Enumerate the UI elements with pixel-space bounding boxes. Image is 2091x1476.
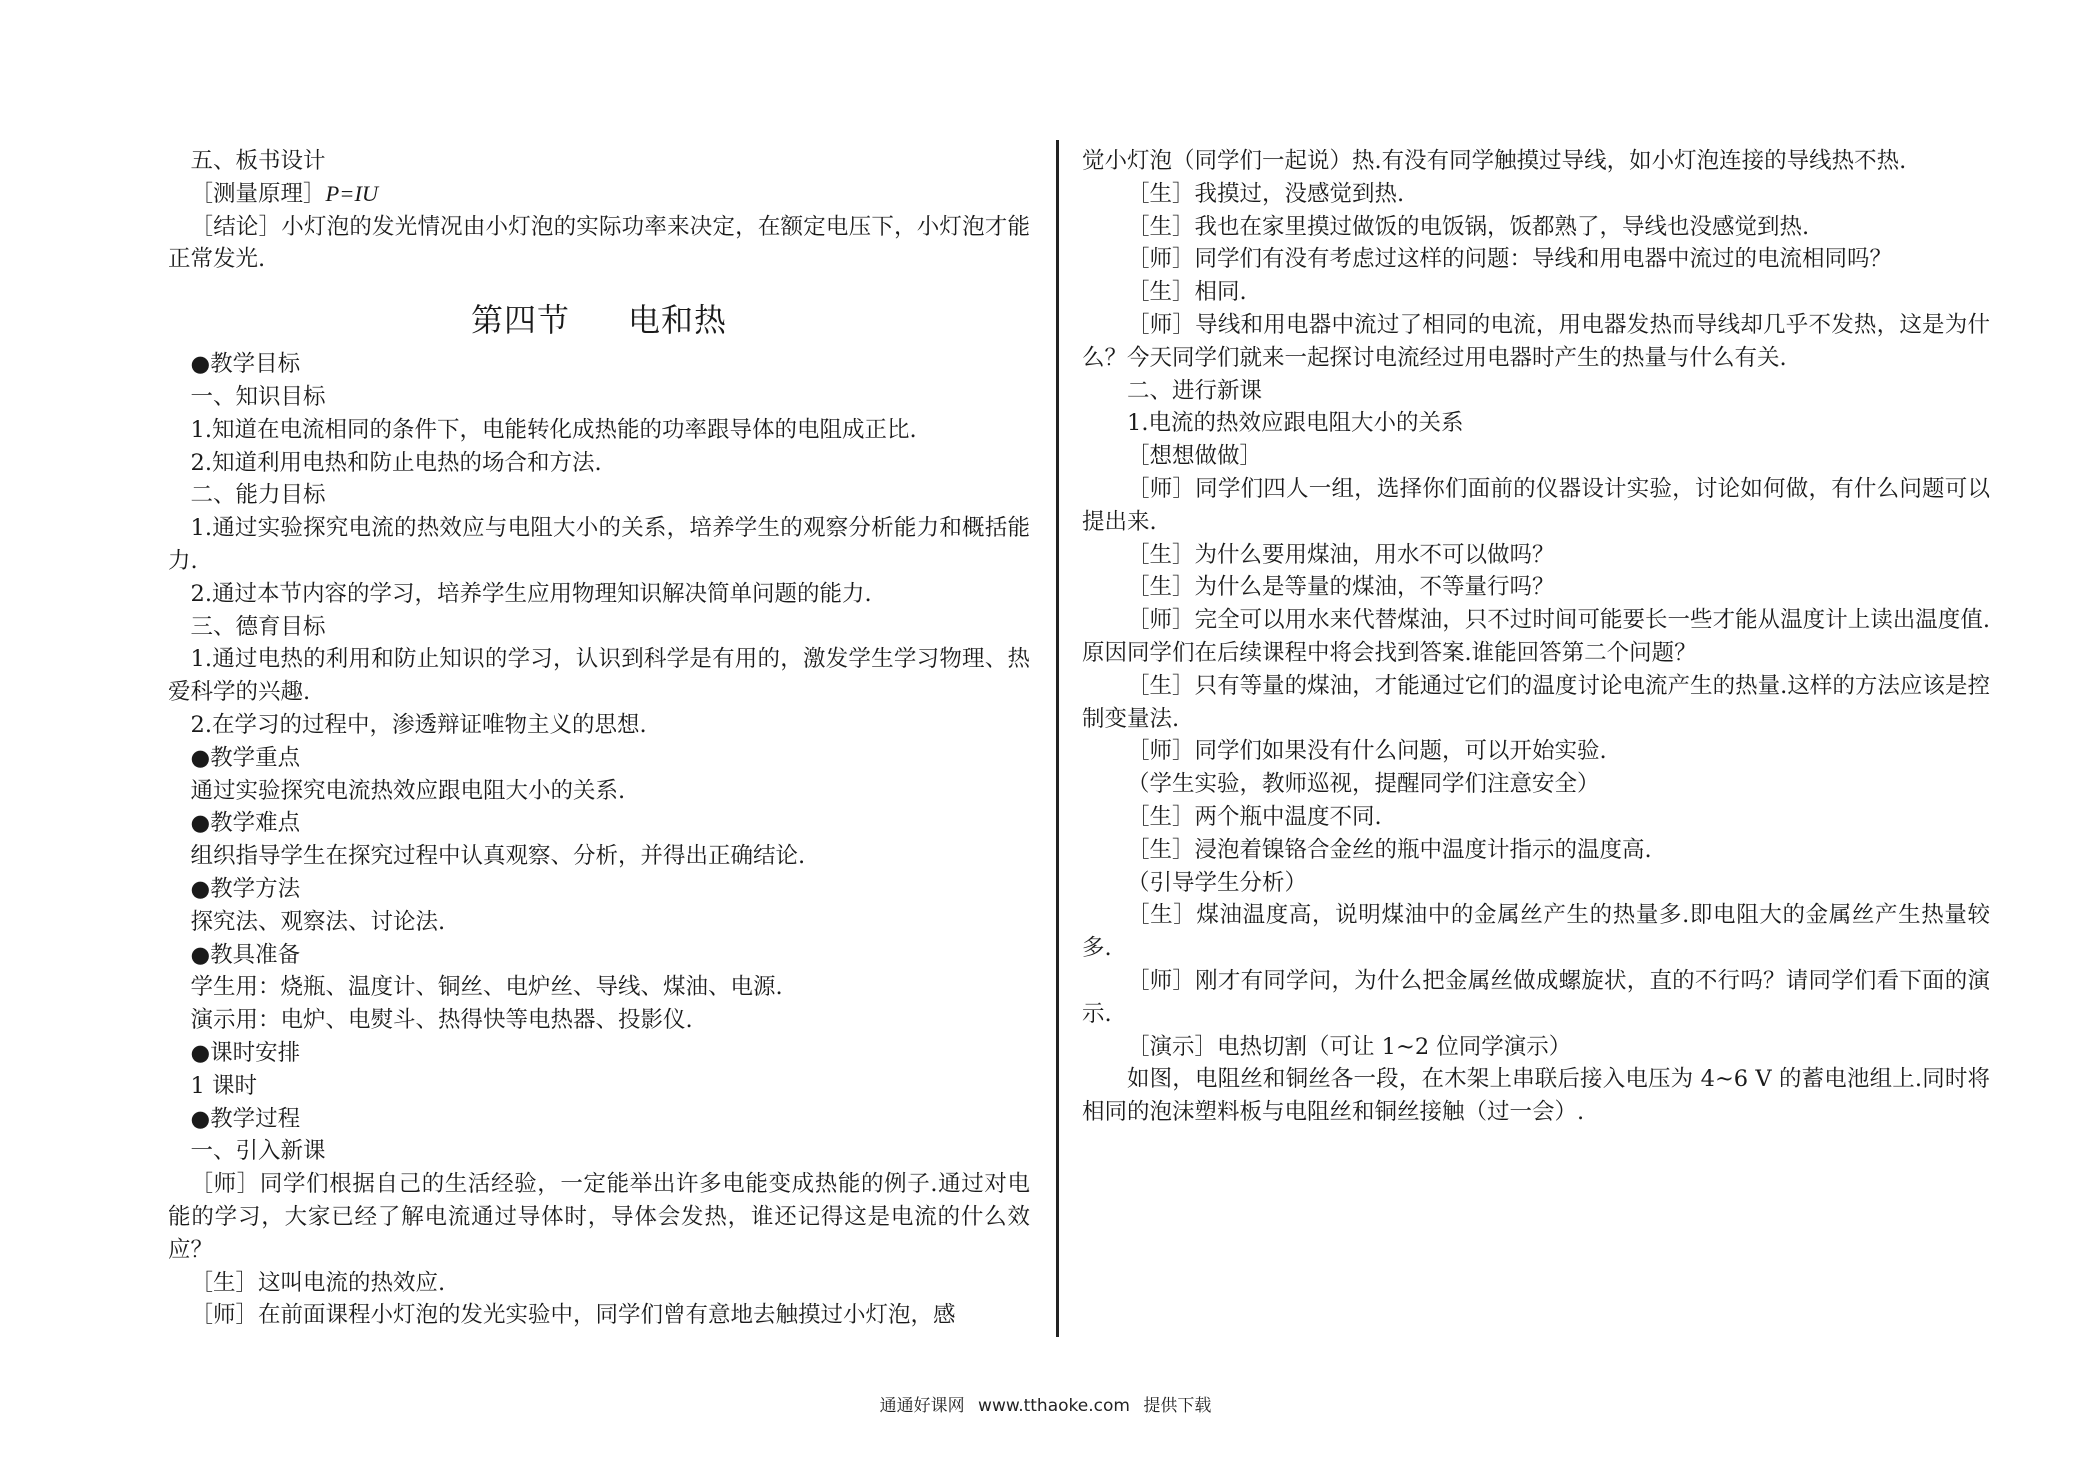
- section-title: [168, 298, 1030, 342]
- left-paragraph: 一、引入新课: [190, 1138, 326, 1165]
- left-paragraph: ●教学难点: [190, 810, 301, 837]
- left-paragraph: ［师］在前面课程小灯泡的发光实验中，同学们曾有意地去触摸过小灯泡，感: [190, 1302, 956, 1329]
- right-paragraph: ［生］我摸过，没感觉到热.: [1127, 180, 1405, 207]
- left-paragraph: 1 课时: [190, 1072, 257, 1099]
- right-paragraph: ［生］为什么要用煤油，用水不可以做吗？: [1127, 541, 1555, 568]
- right-paragraph: （引导学生分析）: [1127, 869, 1308, 896]
- left-paragraph: ●教学目标: [190, 351, 301, 378]
- left-paragraph: ●教具准备: [190, 941, 301, 968]
- left-paragraph: 三、德育目标: [190, 613, 326, 640]
- left-column: [168, 145, 1030, 1332]
- right-paragraph: ［生］两个瓶中温度不同.: [1127, 803, 1382, 830]
- left-paragraph: 1.通过电热的利用和防止知识的学习，认识到科学是有用的，激发学生学习物理、热爱科学的兴趣.: [168, 646, 1030, 706]
- right-paragraph: ［生］只有等量的煤油，才能通过它们的温度讨论电流产生的热量.这样的方法应该是控制变量法.: [1082, 672, 1990, 732]
- right-paragraph: 二、进行新课: [1127, 377, 1263, 404]
- left-paragraph: 学生用：烧瓶、温度计、铜丝、电炉丝、导线、煤油、电源.: [190, 974, 783, 1001]
- left-paragraph: 1.通过实验探究电流的热效应与电阻大小的关系，培养学生的观察分析能力和概括能力.: [168, 515, 1030, 574]
- right-paragraph: 如图，电阻丝和铜丝各一段，在木架上串联后接入电压为 4~6 V 的蓄电池组上.同时将相同的泡沫塑料板与电阻丝和铜丝接触（过一会）.: [1082, 1066, 1990, 1126]
- left-paragraph: ［生］这叫电流的热效应.: [190, 1269, 446, 1296]
- principle-formula: P=IU: [325, 180, 379, 206]
- right-column: [1082, 145, 1990, 1129]
- left-paragraph: 一、知识目标: [190, 383, 326, 410]
- principle-label: ［测量原理］: [190, 180, 326, 207]
- right-paragraph: ［生］浸泡着镍铬合金丝的瓶中温度计指示的温度高.: [1127, 836, 1652, 863]
- left-paragraph: ●课时安排: [190, 1039, 301, 1066]
- page-footer: [0, 1391, 2091, 1416]
- left-paragraph: 通过实验探究电流热效应跟电阻大小的关系.: [190, 777, 626, 804]
- measurement-principle: [168, 178, 1030, 211]
- right-paragraph: ［师］同学们四人一组，选择你们面前的仪器设计实验，讨论如何做，有什么问题可以提出来.: [1082, 475, 1990, 535]
- right-paragraph: ［生］为什么是等量的煤油，不等量行吗？: [1127, 574, 1555, 601]
- right-paragraph: ［师］导线和用电器中流过了相同的电流，用电器发热而导线却几乎不发热，这是为什么？今天同学们就来一起探讨电流经过用电器时产生的热量与什么有关.: [1082, 311, 1990, 371]
- left-body: [168, 348, 1030, 1332]
- left-paragraph: 二、能力目标: [190, 482, 326, 509]
- left-paragraph: ●教学方法: [190, 875, 301, 902]
- board-design-heading: 五、板书设计: [190, 148, 326, 174]
- footer-site-name: 通通好课网: [879, 1396, 965, 1416]
- right-paragraph: ［想想做做］: [1127, 443, 1263, 470]
- footer-note: 提供下载: [1143, 1396, 1212, 1416]
- right-paragraph: ［师］同学们如果没有什么问题，可以开始实验.: [1127, 738, 1607, 765]
- footer-url[interactable]: www.tthaoke.com: [978, 1396, 1130, 1416]
- left-paragraph: 2.在学习的过程中，渗透辩证唯物主义的思想.: [190, 711, 647, 738]
- conclusion-paragraph: ［结论］小灯泡的发光情况由小灯泡的实际功率来决定，在额定电压下，小灯泡才能正常发光.: [168, 213, 1030, 273]
- right-paragraph: ［师］同学们有没有考虑过这样的问题：导线和用电器中流过的电流相同吗？: [1127, 246, 1893, 273]
- right-paragraph: 觉小灯泡（同学们一起说）热.有没有同学触摸过导线，如小灯泡连接的导线热不热.: [1082, 148, 1907, 174]
- section-name: 电和热: [628, 301, 728, 340]
- left-paragraph: ●教学过程: [190, 1105, 301, 1132]
- right-body: [1082, 145, 1990, 1129]
- column-divider: [1056, 140, 1059, 1337]
- right-paragraph: ［生］相同.: [1127, 279, 1247, 306]
- left-paragraph: 演示用：电炉、电熨斗、热得快等电热器、投影仪.: [190, 1007, 693, 1034]
- right-paragraph: ［师］刚才有同学问，为什么把金属丝做成螺旋状，直的不行吗？请同学们看下面的演示.: [1082, 967, 1990, 1027]
- right-paragraph: （学生实验，教师巡视，提醒同学们注意安全）: [1127, 771, 1600, 798]
- right-paragraph: ［师］完全可以用水来代替煤油，只不过时间可能要长一些才能从温度计上读出温度值.原因同学们在后续课程中将会找到答案.谁能回答第二个问题？: [1082, 607, 1990, 666]
- left-paragraph: 探究法、观察法、讨论法.: [190, 908, 446, 935]
- right-paragraph: ［演示］电热切割（可让 1~2 位同学演示）: [1127, 1033, 1572, 1060]
- right-paragraph: ［生］煤油温度高，说明煤油中的金属丝产生的热量多.即电阻大的金属丝产生热量较多.: [1082, 902, 1990, 962]
- right-paragraph: ［生］我也在家里摸过做饭的电饭锅，饭都熟了，导线也没感觉到热.: [1127, 213, 1810, 240]
- left-paragraph: ●教学重点: [190, 744, 301, 771]
- left-paragraph: 2.通过本节内容的学习，培养学生应用物理知识解决简单问题的能力.: [190, 580, 872, 607]
- left-paragraph: ［师］同学们根据自己的生活经验，一定能举出许多电能变成热能的例子.通过对电能的学习，大家已经了解电流通过导体时，导体会发热，谁还记得这是电流的什么效应？: [168, 1171, 1030, 1263]
- left-paragraph: 组织指导学生在探究过程中认真观察、分析，并得出正确结论.: [190, 843, 806, 870]
- left-paragraph: 1.知道在电流相同的条件下，电能转化成热能的功率跟导体的电阻成正比.: [190, 416, 917, 443]
- section-number: 第四节: [470, 301, 570, 340]
- right-paragraph: 1.电流的热效应跟电阻大小的关系: [1127, 410, 1464, 437]
- left-paragraph: 2.知道利用电热和防止电热的场合和方法.: [190, 449, 602, 476]
